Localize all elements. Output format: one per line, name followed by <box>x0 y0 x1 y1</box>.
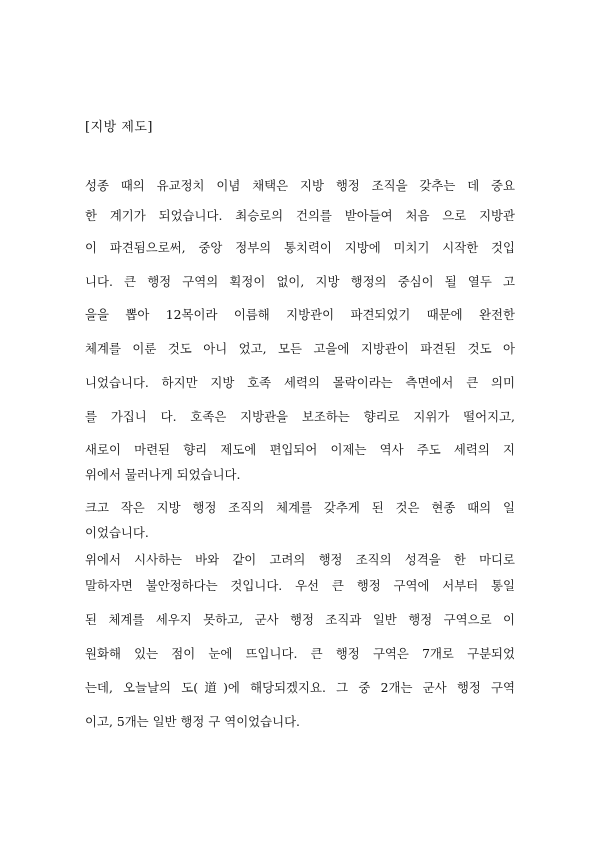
body-line: 는데, 오늘날의 도(道)에 해당되겠지요. 그 중 2개는 군사 행정 구역 <box>85 680 515 695</box>
body-line: 니다. 큰 행정 구역의 획정이 없이, 지방 행정의 중심이 될 열두 고 <box>85 274 515 289</box>
body-line: 위에서 물러나게 되었습니다. <box>85 467 241 482</box>
body-line: 된 체계를 세우지 못하고, 군사 행정 조직과 일반 행정 구역으로 이 <box>85 612 515 627</box>
body-line: 을을 뽑아 12목이라 이름해 지방관이 파견되었기 때문에 완전한 <box>85 307 515 322</box>
body-line: 한 계기가 되었습니다. 최승로의 건의를 받아들여 처음 으로 지방관 <box>85 208 515 223</box>
body-line: 위에서 시사하는 바와 같이 고려의 행정 조직의 성격을 한 마디로 <box>85 552 515 567</box>
body-line: 를 가집니 다. 호족은 지방관을 보조하는 향리로 지위가 떨어지고, <box>85 409 515 424</box>
section-heading: [지방 제도] <box>85 120 154 135</box>
body-line: 이 파견됨으로써, 중앙 정부의 통치력이 지방에 미치기 시작한 것입 <box>85 240 515 255</box>
body-line: 니었습니다. 하지만 지방 호족 세력의 몰락이라는 측면에서 큰 의미 <box>85 375 515 390</box>
body-line: 이었습니다. <box>85 525 149 540</box>
body-line: 원화해 있는 점이 눈에 뜨입니다. 큰 행정 구역은 7개로 구분되었 <box>85 646 515 661</box>
body-line: 크고 작은 지방 행정 조직의 체계를 갖추게 된 것은 현종 때의 일 <box>85 500 515 515</box>
body-line: 체계를 이룬 것도 아니 었고, 모든 고을에 지방관이 파견된 것도 아 <box>85 341 515 356</box>
body-line: 말하자면 불안정하다는 것입니다. 우선 큰 행정 구역에 서부터 통일 <box>85 578 515 593</box>
body-line: 이고, 5개는 일반 행정 구 역이었습니다. <box>85 714 300 729</box>
body-line: 새로이 마련된 향리 제도에 편입되어 이제는 역사 주도 세력의 지 <box>85 442 515 457</box>
body-line: 성종 때의 유교정치 이념 채택은 지방 행정 조직을 갖추는 데 중요 <box>85 178 515 193</box>
